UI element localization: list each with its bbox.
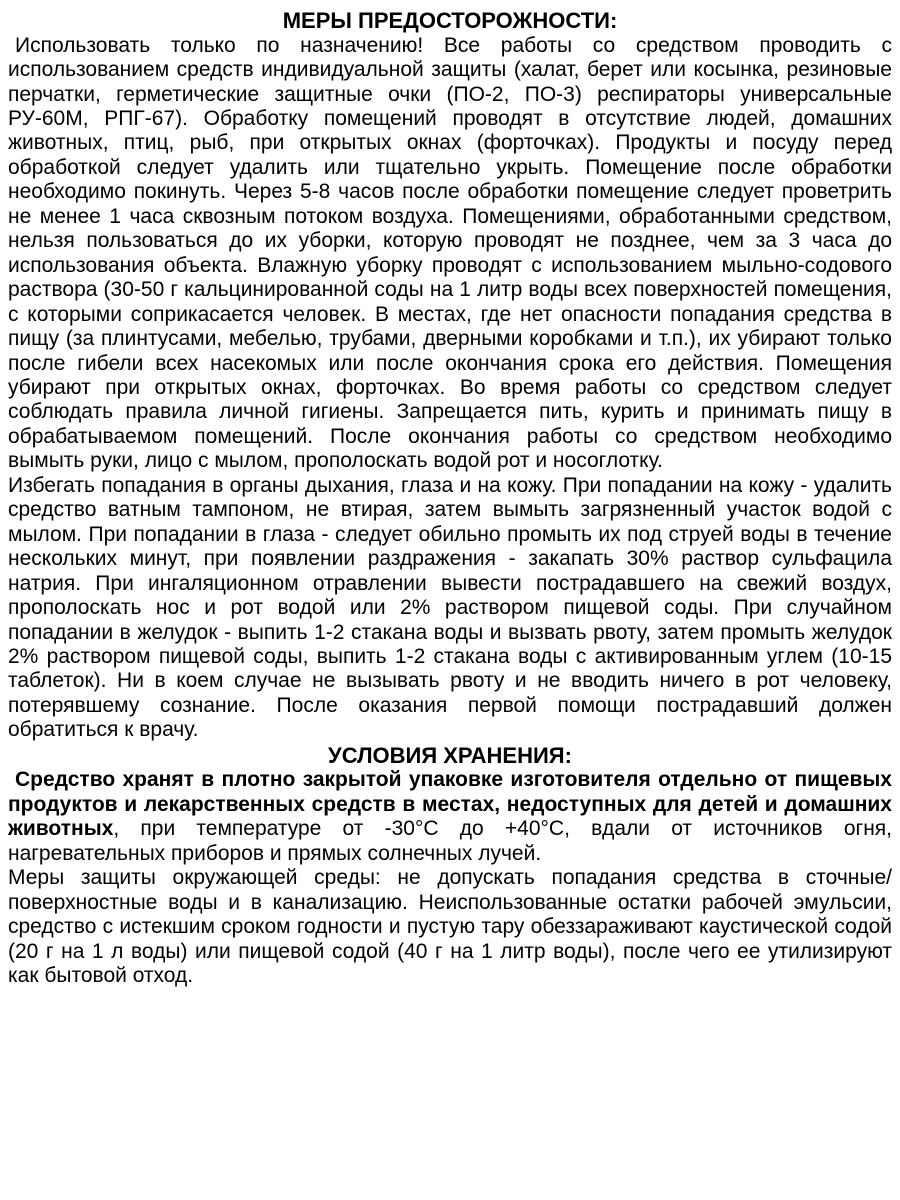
section-storage [8, 743, 892, 989]
section-precautions [8, 8, 892, 743]
precautions-paragraph-2: Избегать попадания в органы дыхания, глаза и на кожу. При попадании на кожу - удалить средство ватным тампоном, не втирая, затем вымыть загрязненный участок водой с мылом. При попадании в глаза - следует обильно промыть их под струей воды в течение нескольких минут, при появлении раздражения - закапать 30% раствор сульфацила натрия. При ингаляционном отравлении вывести пострадавшего на свежий воздух, прополоскать нос и рот водой или 2% раствором пищевой соды. При случайном попадании в желудок - выпить 1-2 стакана воды и вызвать рвоту, затем промыть желудок 2% раствором пищевой соды, выпить 1-2 стакана воды с активированным углем (10-15 таблеток). Ни в коем случае не вызывать рвоту и не вводить ничего в рот человеку, потерявшему сознание. После оказания первой помощи пострадавший должен обратиться к врачу. [8, 473, 892, 742]
precautions-paragraph-1: Использовать только по назначению! Все работы со средством проводить с использованием средств индивидуальной защиты (халат, берет или косынка, резиновые перчатки, герметические защитные очки (ПО-2, ПО-3) респираторы универсальные РУ-60М, РПГ-67). Обработку помещений проводят в отсутствие людей, домашних животных, птиц, рыб, при открытых окнах (форточках). Продукты и посуду перед обработкой следует удалить или тщательно укрыть. Помещение после обработки необходимо покинуть. Через 5-8 часов после обработки помещение следует проветрить не менее 1 часа сквозным потоком воздуха. Помещениями, обработанными средством, нельзя пользоваться до их уборки, которую проводят не позднее, чем за 3 часа до использования объекта. Влажную уборку проводят с использованием мыльно-содового раствора (30-50 г кальцинированной соды на 1 литр воды всех поверхностей помещения, с которыми соприкасается человек. В местах, где нет опасности попадания средства в пищу (за плинтусами, мебелью, трубами, дверными коробками и т.п.), их убирают только после гибели всех насекомых или после окончания срока его действия. Помещения убирают при открытых окнах, форточках. Во время работы со средством следует соблюдать правила личной гигиены. Запрещается пить, курить и принимать пищу в обрабатываемом помещений. После окончания работы со средством необходимо вымыть руки, лицо с мылом, прополоскать водой рот и носоглотку. [8, 33, 892, 473]
precautions-title: МЕРЫ ПРЕДОСТОРОЖНОСТИ: [282, 8, 618, 33]
storage-paragraph-1 [8, 768, 892, 866]
storage-title: УСЛОВИЯ ХРАНЕНИЯ: [328, 742, 572, 768]
storage-paragraph-2: Меры защиты окружающей среды: не допускать попадания средства в сточные/поверхностные воды и в канализацию. Неиспользованные остатки рабочей эмульсии, средство с истекшим сроком годности и пустую тару обеззараживают каустической содой (20 г на 1 л воды) или пищевой содой (40 г на 1 литр воды), после чего ее утилизируют как бытовой отход. [8, 866, 892, 988]
storage-paragraph-1-bold-run: Средство хранят в плотно закрытой упаковке изготовителя отдельно от пищевых продуктов и лекарственных средств в местах, недоступных для детей и домашних животных [8, 768, 892, 841]
storage-paragraph-1-rest: , при температуре от -30°С до +40°С, вдали от источников огня, нагревательных приборов и прямых солнечных лучей. [8, 817, 892, 865]
